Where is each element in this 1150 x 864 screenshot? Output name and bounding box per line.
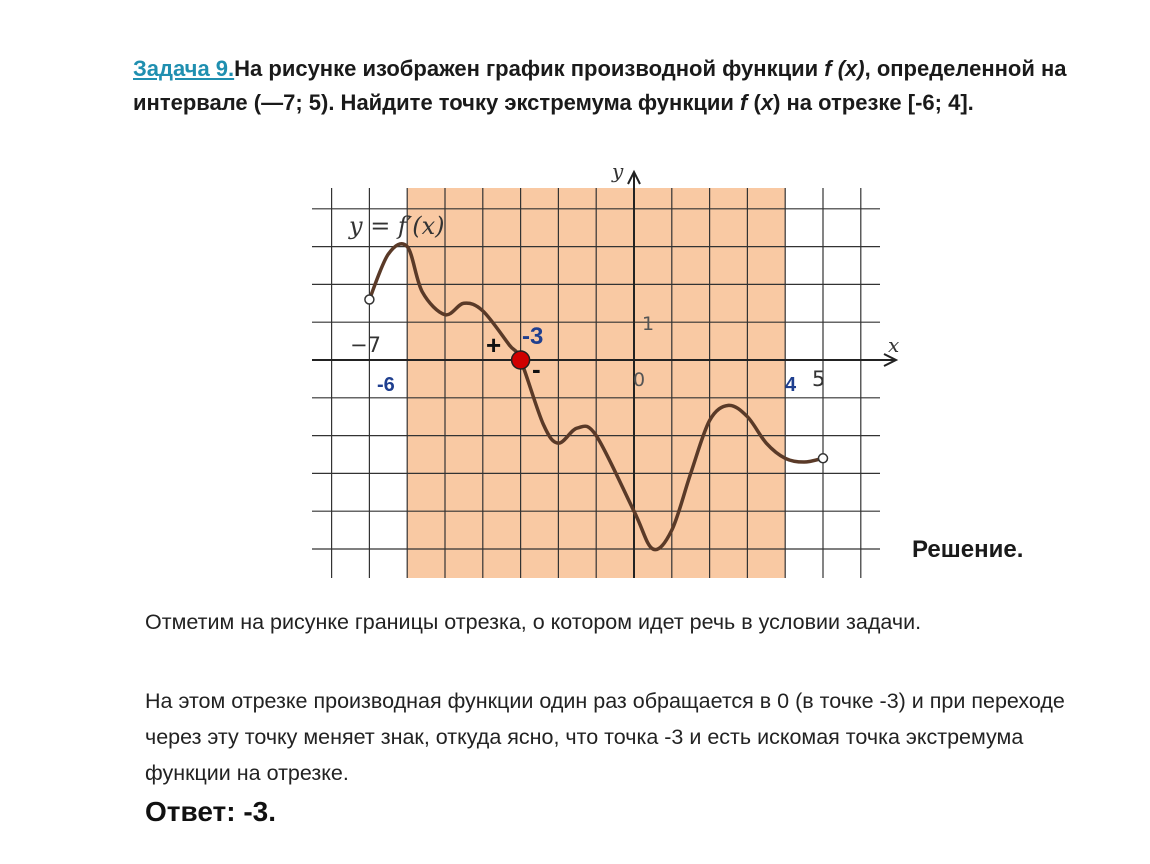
left-bound-label: -6 xyxy=(377,374,395,396)
problem-text-1: На рисунке изображен график производной функции xyxy=(234,56,825,81)
solution-heading: Решение. xyxy=(912,536,1024,563)
function-label: y = f′(x) xyxy=(349,212,445,240)
open-endpoint-right xyxy=(819,454,828,463)
problem-paren: ( xyxy=(747,90,761,115)
problem-text-2: , определенной на интервале (—7; 5). Найдите точку экстремума функции xyxy=(133,56,1067,115)
sign-plus: + xyxy=(486,330,502,360)
extremum-point-label: -3 xyxy=(522,323,544,350)
sign-minus: - xyxy=(532,354,541,384)
problem-text-3: ) на отрезке [-6; 4]. xyxy=(773,90,974,115)
tick-label-0: 0 xyxy=(633,369,646,391)
tick-label-5: 5 xyxy=(812,367,826,391)
problem-function-fx: f (x) xyxy=(824,56,865,81)
answer: Ответ: -3. xyxy=(145,796,277,827)
solution-paragraph-2: На этом отрезке производная функции один раз обращается в 0 (в точке -3) и при переходе через эту точку меняет знак, откуда ясно, что точка -3 и есть искомая точка экстремума функции на отрезке. xyxy=(145,689,1065,785)
problem-variable-x: x xyxy=(760,90,774,115)
extremum-point-marker xyxy=(512,351,530,369)
right-bound-label: 4 xyxy=(785,374,797,396)
x-axis-label: x xyxy=(888,333,900,357)
task-number-link[interactable]: Задача 9. xyxy=(133,56,235,81)
y-axis-label: y xyxy=(612,159,624,183)
problem-function-f: f xyxy=(740,90,748,115)
open-endpoint-left xyxy=(365,295,374,304)
solution-paragraph-1: Отметим на рисунке границы отрезка, о котором идет речь в условии задачи. xyxy=(145,610,922,634)
tick-label-neg7: −7 xyxy=(350,333,381,357)
tick-label-y1: 1 xyxy=(642,313,655,335)
